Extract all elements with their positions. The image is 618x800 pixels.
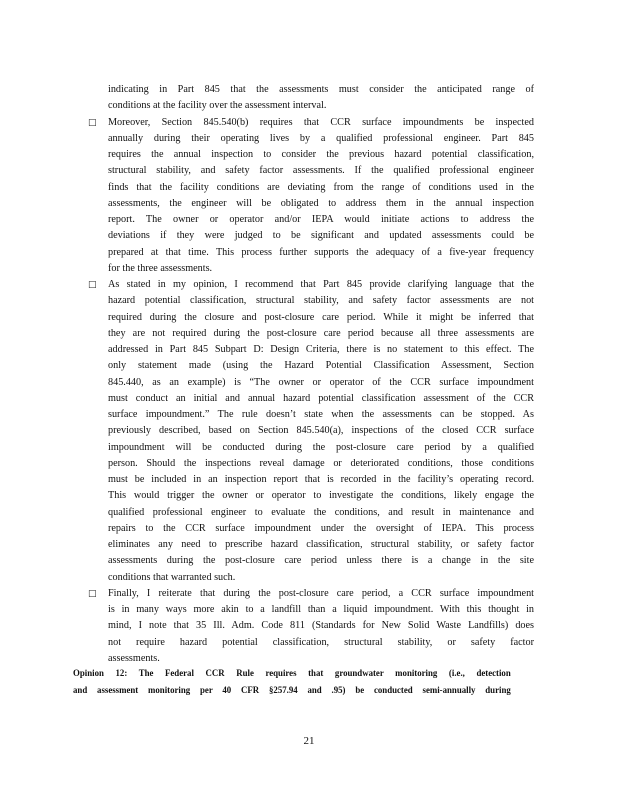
body-text-line: annually during their operating lives by a qualified professional engineer. Part 845 xyxy=(108,132,534,144)
body-text-line: Finally, I reiterate that during the post-closure care period, a CCR surface impoundment xyxy=(108,587,534,599)
body-text-line: is in many ways more akin to a landfill than a liquid impoundment. With this thought in xyxy=(108,604,534,615)
body-text-line: hazard potential classification, structural stability, and safety factor assessments are not xyxy=(108,295,534,307)
body-text-line: qualified professional engineer to evaluate the conditions, and result in maintenance and xyxy=(108,506,534,518)
page-number: 21 xyxy=(303,735,315,747)
body-text-line: required during the closure and post-closure care period. While it might be inferred that xyxy=(108,311,534,323)
body-text-line: structural stability, and safety factor assessments. If the qualified professional engineer xyxy=(108,165,534,177)
bullet-icon: □ xyxy=(88,280,97,290)
body-text-line: assessments. xyxy=(108,652,160,664)
body-text-line: report. The owner or operator and/or IEPA would initiate actions to address the xyxy=(108,214,534,225)
body-text-line: they are not required during the post-closure care period because all three assessments are xyxy=(108,327,534,339)
body-text-line: only statement made (using the Hazard Potential Classification Assessment, Section xyxy=(108,360,534,372)
body-text-line: deviations if they were judged to be significant and updated assessments could be xyxy=(108,230,534,242)
bullet-icon: □ xyxy=(88,588,97,599)
body-text-line: previously described, based on Section 845.540(a), inspections of the closed CCR surface xyxy=(108,425,534,437)
body-text-line: eliminates any need to prescribe hazard classification, structural stability, or safety factor xyxy=(108,539,534,550)
body-text-line: assessments, the engineer will be obligated to address them in the annual inspection xyxy=(108,197,534,209)
body-text-line: 845.440, as an example) is “The owner or operator of the CCR surface impoundment xyxy=(108,376,534,388)
body-text-line: assessments during the post-closure care period unless there is a change in the site xyxy=(108,555,534,567)
body-text-line: surface impoundment.” The rule doesn’t state when the assessments can be stopped. As xyxy=(108,409,534,420)
body-text-line: Moreover, Section 845.540(b) requires that CCR surface impoundments be inspected xyxy=(108,116,534,128)
body-text-line: This would trigger the owner or operator to investigate the conditions, likely engage the xyxy=(108,490,534,502)
body-text-line: conditions that warranted such. xyxy=(108,571,236,583)
body-text-line: for the three assessments. xyxy=(108,262,213,274)
body-text-line: addressed in Part 845 Subpart D: Design Criteria, there is no statement to this effect. The xyxy=(108,344,534,355)
opinion-heading-line: Opinion 12: The Federal CCR Rule requires that groundwater monitoring (i.e., detection xyxy=(73,668,511,678)
body-text-line: impoundment will be conducted during the post-closure care period by a qualified xyxy=(108,441,534,453)
bullet-icon: □ xyxy=(88,117,97,128)
body-text-line: prepared at that time. This process further supports the adequacy of a five-year frequency xyxy=(108,246,534,258)
body-text-line: finds that the facility conditions are deviating from the range of conditions used in the xyxy=(108,181,534,193)
body-text-line: requires the annual inspection to consider the previous hazard potential classification, xyxy=(108,149,534,160)
body-text-line: conditions at the facility over the assessment interval. xyxy=(108,100,327,112)
body-text-line: must conduct an initial and annual hazard potential classification assessment of the CCR xyxy=(108,392,534,404)
body-text-line: must be included in an inspection report that is recorded in the facility’s operating record. xyxy=(108,474,534,485)
body-text-line: indicating in Part 845 that the assessments must consider the anticipated range of xyxy=(108,84,534,95)
opinion-heading-line: and assessment monitoring per 40 CFR §257.94 and .95) be conducted semi-annually during xyxy=(73,685,511,695)
body-text-line: repairs to the CCR surface impoundment under the oversight of IEPA. This process xyxy=(108,522,534,534)
body-text-line: person. Should the inspections reveal damage or deteriorated conditions, those conditions xyxy=(108,457,534,469)
body-text-line: As stated in my opinion, I recommend that Part 845 provide clarifying language that the xyxy=(108,279,534,290)
body-text-line: mind, I note that 35 Ill. Adm. Code 811 (Standards for New Solid Waste Landfills) does xyxy=(108,620,534,632)
body-text-line: not require hazard potential classification, structural stability, or safety factor xyxy=(108,636,534,648)
